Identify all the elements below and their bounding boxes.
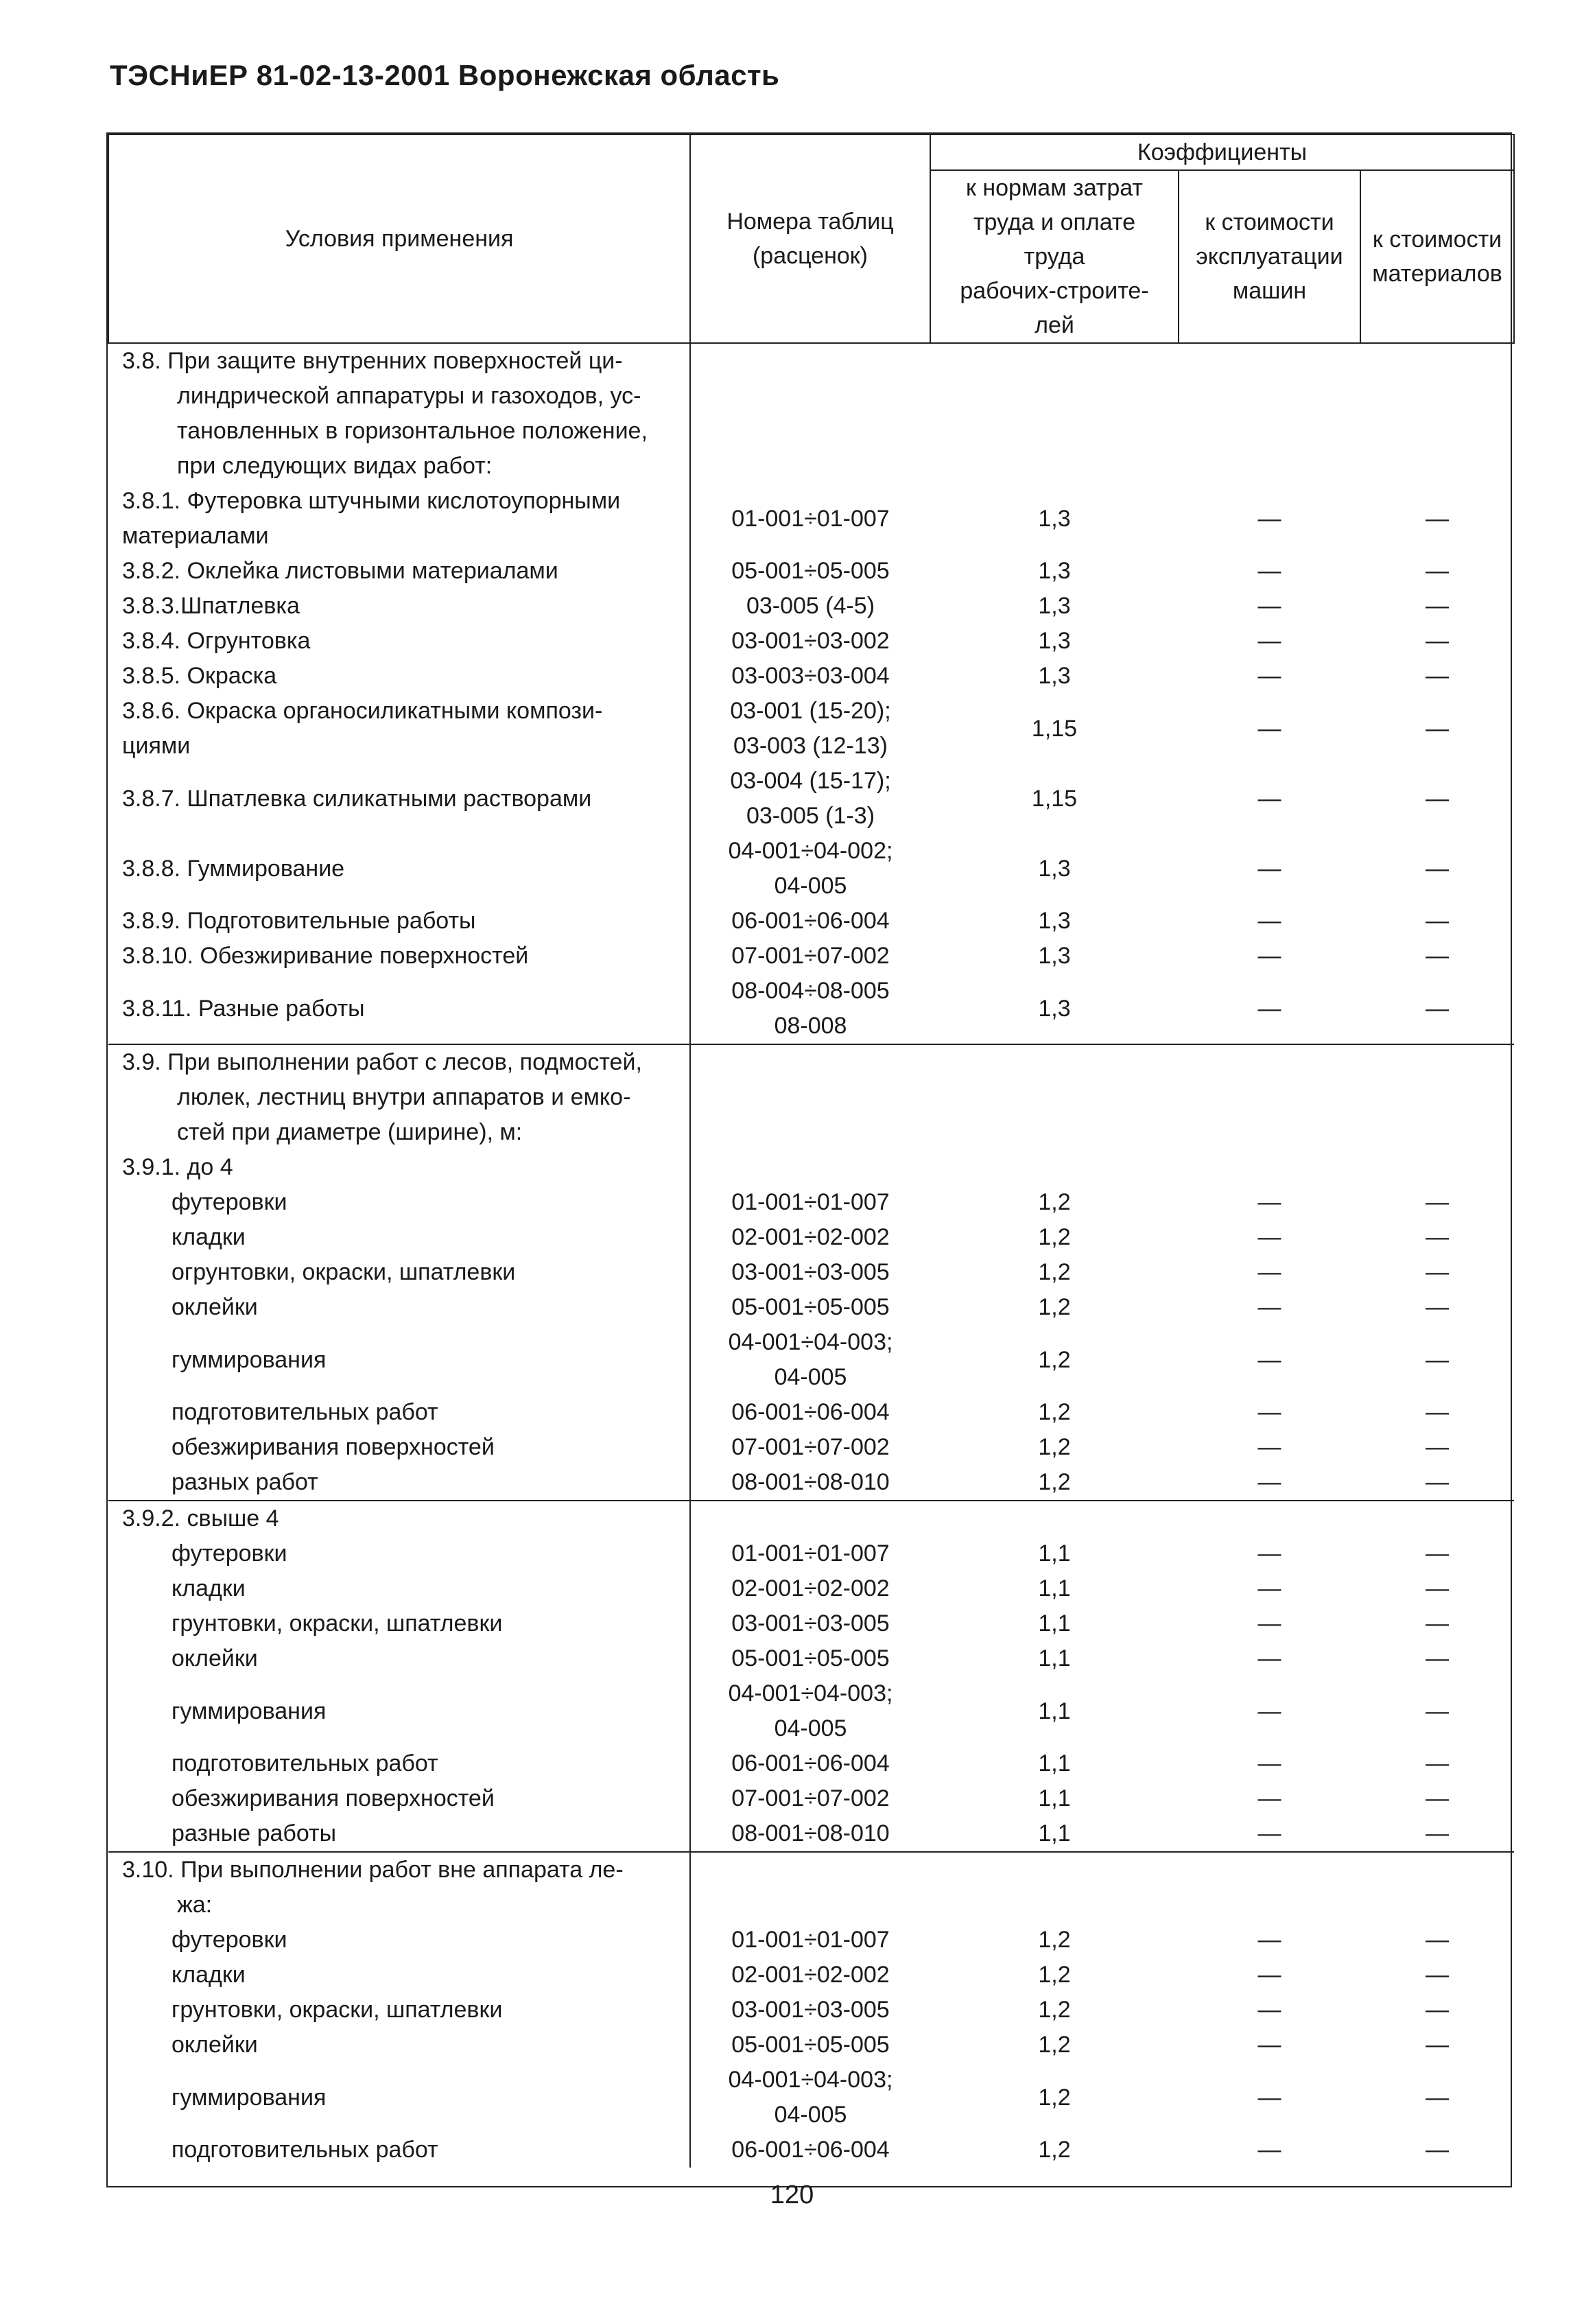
table-number-cell: 05-001÷05-005 bbox=[731, 1645, 890, 1671]
condition-cell: 3.8.9. Подготовительные работы bbox=[108, 904, 690, 939]
condition-cell: огрунтовки, окраски, шпатлевки bbox=[108, 1255, 690, 1290]
table-row bbox=[108, 1220, 1514, 1255]
machines-coefficient-cell: — bbox=[1257, 1540, 1281, 1566]
labor-coefficient-cell: 1,2 bbox=[1038, 1189, 1071, 1215]
table-number-cell: 05-001÷05-005 bbox=[731, 558, 890, 584]
labor-coefficient-cell bbox=[930, 449, 1179, 484]
table-row bbox=[108, 1465, 1514, 1501]
condition-cell: 3.9.2. свыше 4 bbox=[108, 1501, 690, 1536]
machines-coefficient-cell: — bbox=[1257, 715, 1281, 742]
machines-coefficient-cell: — bbox=[1257, 855, 1281, 882]
table-row bbox=[108, 1781, 1514, 1816]
labor-coefficient-cell: 1,1 bbox=[1038, 1698, 1071, 1724]
table-number-cell bbox=[690, 1852, 930, 1888]
labor-coefficient-cell: 1,2 bbox=[1038, 1962, 1071, 1988]
machines-coefficient-cell: — bbox=[1257, 1346, 1281, 1373]
machines-coefficient-cell: — bbox=[1257, 1189, 1281, 1215]
table-number-cell: 07-001÷07-002 bbox=[731, 943, 890, 969]
materials-coefficient-cell: — bbox=[1426, 558, 1450, 584]
header-machines-coefficient: к стоимости эксплуатации машин bbox=[1179, 170, 1360, 343]
labor-coefficient-cell bbox=[930, 414, 1179, 449]
labor-coefficient-cell: 1,2 bbox=[1038, 1469, 1071, 1495]
materials-coefficient-cell: — bbox=[1426, 1750, 1450, 1776]
labor-coefficient-cell bbox=[930, 1080, 1179, 1115]
machines-coefficient-cell bbox=[1179, 343, 1360, 379]
table-row bbox=[108, 764, 1514, 834]
table-row bbox=[108, 974, 1514, 1044]
machines-coefficient-cell: — bbox=[1257, 1224, 1281, 1250]
labor-coefficient-cell: 1,2 bbox=[1038, 1259, 1071, 1285]
machines-coefficient-cell: — bbox=[1257, 1645, 1281, 1671]
table-row bbox=[108, 834, 1514, 904]
condition-cell: 3.8.7. Шпатлевка силикатными растворами bbox=[108, 764, 690, 834]
condition-cell: оклейки bbox=[108, 1641, 690, 1676]
labor-coefficient-cell bbox=[930, 1115, 1179, 1150]
labor-coefficient-cell: 1,2 bbox=[1038, 1434, 1071, 1460]
table-number-cell: 06-001÷06-004 bbox=[731, 2137, 890, 2163]
condition-cell: гуммирования bbox=[108, 1325, 690, 1395]
materials-coefficient-cell bbox=[1360, 379, 1514, 414]
condition-cell: 3.8.5. Окраска bbox=[108, 659, 690, 694]
materials-coefficient-cell: — bbox=[1426, 908, 1450, 934]
machines-coefficient-cell: — bbox=[1257, 1434, 1281, 1460]
table-row bbox=[108, 1852, 1514, 1888]
machines-coefficient-cell bbox=[1179, 1852, 1360, 1888]
labor-coefficient-cell: 1,1 bbox=[1038, 1610, 1071, 1636]
table-number-cell: 05-001÷05-005 bbox=[731, 2032, 890, 2058]
machines-coefficient-cell: — bbox=[1257, 1750, 1281, 1776]
machines-coefficient-cell: — bbox=[1257, 628, 1281, 654]
machines-coefficient-cell: — bbox=[1257, 505, 1281, 532]
materials-coefficient-cell: — bbox=[1426, 593, 1450, 619]
labor-coefficient-cell: 1,1 bbox=[1038, 1540, 1071, 1566]
coefficients-table bbox=[108, 134, 1515, 2168]
labor-coefficient-cell: 1,2 bbox=[1038, 2137, 1071, 2163]
header-materials-coefficient: к стоимости материалов bbox=[1360, 170, 1514, 343]
table-number-cell: 01-001÷01-007 bbox=[731, 1189, 890, 1215]
materials-coefficient-cell bbox=[1360, 1115, 1514, 1150]
materials-coefficient-cell: — bbox=[1426, 1820, 1450, 1846]
materials-coefficient-cell: — bbox=[1426, 855, 1450, 882]
materials-coefficient-cell bbox=[1360, 1080, 1514, 1115]
machines-coefficient-cell bbox=[1179, 449, 1360, 484]
machines-coefficient-cell: — bbox=[1257, 1294, 1281, 1320]
table-number-cell bbox=[690, 379, 930, 414]
page-title: ТЭСНиЕР 81-02-13-2001 Воронежская область bbox=[110, 59, 780, 91]
table-number-cell bbox=[690, 449, 930, 484]
table-number-cell: 02-001÷02-002 bbox=[731, 1224, 890, 1250]
condition-cell: 3.8.8. Гуммирование bbox=[108, 834, 690, 904]
table-row bbox=[108, 1641, 1514, 1676]
condition-cell: кладки bbox=[108, 1958, 690, 1993]
condition-cell: линдрической аппаратуры и газоходов, ус- bbox=[108, 379, 690, 414]
materials-coefficient-cell: — bbox=[1426, 1259, 1450, 1285]
materials-coefficient-cell: — bbox=[1426, 1399, 1450, 1425]
table-number-cell: 06-001÷06-004 bbox=[731, 1399, 890, 1425]
machines-coefficient-cell: — bbox=[1257, 995, 1281, 1022]
machines-coefficient-cell: — bbox=[1257, 1698, 1281, 1724]
header-conditions: Условия применения bbox=[108, 134, 690, 343]
labor-coefficient-cell bbox=[930, 1852, 1179, 1888]
table-row bbox=[108, 939, 1514, 974]
labor-coefficient-cell bbox=[930, 1044, 1179, 1080]
table-row bbox=[108, 1325, 1514, 1395]
table-number-cell: 04-001÷04-003; 04-005 bbox=[728, 2067, 893, 2128]
materials-coefficient-cell: — bbox=[1426, 995, 1450, 1022]
condition-cell: 3.9. При выполнении работ с лесов, подмостей, bbox=[108, 1044, 690, 1080]
table-number-cell: 08-004÷08-005 08-008 bbox=[731, 978, 890, 1039]
labor-coefficient-cell: 1,1 bbox=[1038, 1645, 1071, 1671]
table-number-cell: 04-001÷04-002; 04-005 bbox=[728, 838, 893, 899]
labor-coefficient-cell: 1,2 bbox=[1038, 1224, 1071, 1250]
condition-cell: 3.8. При защите внутренних поверхностей ци- bbox=[108, 343, 690, 379]
condition-cell: 3.8.11. Разные работы bbox=[108, 974, 690, 1044]
table-row bbox=[108, 2028, 1514, 2063]
condition-cell: обезжиривания поверхностей bbox=[108, 1430, 690, 1465]
materials-coefficient-cell: — bbox=[1426, 1962, 1450, 1988]
condition-cell: гуммирования bbox=[108, 1676, 690, 1746]
machines-coefficient-cell: — bbox=[1257, 558, 1281, 584]
machines-coefficient-cell: — bbox=[1257, 785, 1281, 812]
condition-cell: разные работы bbox=[108, 1816, 690, 1852]
condition-cell: 3.8.2. Оклейка листовыми материалами bbox=[108, 554, 690, 589]
condition-cell: 3.8.1. Футеровка штучными кислотоупорными материалами bbox=[108, 484, 690, 554]
machines-coefficient-cell: — bbox=[1257, 908, 1281, 934]
table-number-cell: 01-001÷01-007 bbox=[731, 1927, 890, 1953]
table-number-cell: 01-001÷01-007 bbox=[731, 1540, 890, 1566]
table-number-cell: 08-001÷08-010 bbox=[731, 1820, 890, 1846]
materials-coefficient-cell bbox=[1360, 1150, 1514, 1185]
materials-coefficient-cell: — bbox=[1426, 1698, 1450, 1724]
labor-coefficient-cell: 1,3 bbox=[1038, 995, 1071, 1022]
machines-coefficient-cell: — bbox=[1257, 1997, 1281, 2023]
condition-cell: стей при диаметре (ширине), м: bbox=[108, 1115, 690, 1150]
machines-coefficient-cell: — bbox=[1257, 663, 1281, 689]
labor-coefficient-cell: 1,1 bbox=[1038, 1820, 1071, 1846]
table-row bbox=[108, 1536, 1514, 1571]
table-number-cell bbox=[690, 1115, 930, 1150]
table-number-cell: 08-001÷08-010 bbox=[731, 1469, 890, 1495]
labor-coefficient-cell: 1,1 bbox=[1038, 1575, 1071, 1601]
condition-cell: подготовительных работ bbox=[108, 1746, 690, 1781]
machines-coefficient-cell: — bbox=[1257, 593, 1281, 619]
table-number-cell: 03-003÷03-004 bbox=[731, 663, 890, 689]
table-row bbox=[108, 1676, 1514, 1746]
machines-coefficient-cell bbox=[1179, 1888, 1360, 1923]
labor-coefficient-cell: 1,1 bbox=[1038, 1785, 1071, 1811]
table-row bbox=[108, 449, 1514, 484]
materials-coefficient-cell: — bbox=[1426, 1575, 1450, 1601]
materials-coefficient-cell bbox=[1360, 1852, 1514, 1888]
machines-coefficient-cell: — bbox=[1257, 1469, 1281, 1495]
labor-coefficient-cell bbox=[930, 1888, 1179, 1923]
materials-coefficient-cell bbox=[1360, 449, 1514, 484]
materials-coefficient-cell: — bbox=[1426, 1434, 1450, 1460]
materials-coefficient-cell: — bbox=[1426, 1997, 1450, 2023]
machines-coefficient-cell bbox=[1179, 1150, 1360, 1185]
materials-coefficient-cell: — bbox=[1426, 2032, 1450, 2058]
condition-cell: разных работ bbox=[108, 1465, 690, 1501]
machines-coefficient-cell: — bbox=[1257, 1962, 1281, 1988]
materials-coefficient-cell: — bbox=[1426, 1224, 1450, 1250]
condition-cell: грунтовки, окраски, шпатлевки bbox=[108, 1993, 690, 2028]
table-row bbox=[108, 1150, 1514, 1185]
condition-cell: 3.9.1. до 4 bbox=[108, 1150, 690, 1185]
table-header bbox=[108, 134, 1514, 343]
condition-cell: при следующих видах работ: bbox=[108, 449, 690, 484]
materials-coefficient-cell: — bbox=[1426, 943, 1450, 969]
materials-coefficient-cell: — bbox=[1426, 1346, 1450, 1373]
labor-coefficient-cell: 1,3 bbox=[1038, 505, 1071, 532]
condition-cell: футеровки bbox=[108, 1536, 690, 1571]
table-row bbox=[108, 904, 1514, 939]
header-table-numbers: Номера таблиц (расценок) bbox=[690, 134, 930, 343]
table-number-cell: 04-001÷04-003; 04-005 bbox=[728, 1680, 893, 1741]
condition-cell: подготовительных работ bbox=[108, 1395, 690, 1430]
materials-coefficient-cell: — bbox=[1426, 663, 1450, 689]
table-row bbox=[108, 1115, 1514, 1150]
table-row bbox=[108, 414, 1514, 449]
table-row bbox=[108, 1816, 1514, 1852]
labor-coefficient-cell bbox=[930, 1150, 1179, 1185]
table-row bbox=[108, 1888, 1514, 1923]
table-number-cell bbox=[690, 1501, 930, 1536]
machines-coefficient-cell: — bbox=[1257, 1399, 1281, 1425]
table-number-cell bbox=[690, 343, 930, 379]
table-number-cell: 07-001÷07-002 bbox=[731, 1434, 890, 1460]
materials-coefficient-cell bbox=[1360, 343, 1514, 379]
table-row bbox=[108, 1746, 1514, 1781]
materials-coefficient-cell: — bbox=[1426, 2137, 1450, 2163]
table-number-cell: 01-001÷01-007 bbox=[731, 505, 890, 532]
table-body bbox=[108, 343, 1514, 2168]
materials-coefficient-cell: — bbox=[1426, 1469, 1450, 1495]
table-number-cell bbox=[690, 414, 930, 449]
condition-cell: грунтовки, окраски, шпатлевки bbox=[108, 1606, 690, 1641]
machines-coefficient-cell: — bbox=[1257, 1927, 1281, 1953]
condition-cell: оклейки bbox=[108, 2028, 690, 2063]
condition-cell: 3.8.6. Окраска органосиликатными компози- циями bbox=[108, 694, 690, 764]
labor-coefficient-cell: 1,3 bbox=[1038, 908, 1071, 934]
materials-coefficient-cell: — bbox=[1426, 785, 1450, 812]
table-number-cell: 03-001 (15-20); 03-003 (12-13) bbox=[730, 698, 891, 759]
condition-cell: оклейки bbox=[108, 1290, 690, 1325]
table-row bbox=[108, 1185, 1514, 1220]
labor-coefficient-cell: 1,3 bbox=[1038, 943, 1071, 969]
labor-coefficient-cell: 1,3 bbox=[1038, 593, 1071, 619]
machines-coefficient-cell: — bbox=[1257, 1785, 1281, 1811]
condition-cell: жа: bbox=[108, 1888, 690, 1923]
labor-coefficient-cell: 1,3 bbox=[1038, 855, 1071, 882]
labor-coefficient-cell: 1,2 bbox=[1038, 1997, 1071, 2023]
materials-coefficient-cell: — bbox=[1426, 1610, 1450, 1636]
machines-coefficient-cell: — bbox=[1257, 2137, 1281, 2163]
labor-coefficient-cell: 1,2 bbox=[1038, 2084, 1071, 2111]
materials-coefficient-cell: — bbox=[1426, 628, 1450, 654]
table-row bbox=[108, 1044, 1514, 1080]
materials-coefficient-cell bbox=[1360, 414, 1514, 449]
condition-cell: тановленных в горизонтальное положение, bbox=[108, 414, 690, 449]
labor-coefficient-cell: 1,3 bbox=[1038, 558, 1071, 584]
condition-cell: кладки bbox=[108, 1571, 690, 1606]
materials-coefficient-cell: — bbox=[1426, 505, 1450, 532]
table-number-cell: 03-001÷03-005 bbox=[731, 1997, 890, 2023]
labor-coefficient-cell bbox=[930, 343, 1179, 379]
table-row bbox=[108, 659, 1514, 694]
header-coefficients: Коэффициенты bbox=[930, 134, 1514, 170]
table-row bbox=[108, 343, 1514, 379]
machines-coefficient-cell bbox=[1179, 414, 1360, 449]
materials-coefficient-cell bbox=[1360, 1044, 1514, 1080]
materials-coefficient-cell: — bbox=[1426, 1540, 1450, 1566]
materials-coefficient-cell: — bbox=[1426, 1785, 1450, 1811]
machines-coefficient-cell: — bbox=[1257, 1820, 1281, 1846]
table-number-cell bbox=[690, 1080, 930, 1115]
table-number-cell bbox=[690, 1044, 930, 1080]
condition-cell: футеровки bbox=[108, 1185, 690, 1220]
materials-coefficient-cell: — bbox=[1426, 1645, 1450, 1671]
machines-coefficient-cell: — bbox=[1257, 1259, 1281, 1285]
machines-coefficient-cell bbox=[1179, 1501, 1360, 1536]
labor-coefficient-cell bbox=[930, 1501, 1179, 1536]
labor-coefficient-cell bbox=[930, 379, 1179, 414]
labor-coefficient-cell: 1,1 bbox=[1038, 1750, 1071, 1776]
table-row bbox=[108, 1290, 1514, 1325]
labor-coefficient-cell: 1,2 bbox=[1038, 1294, 1071, 1320]
table-row bbox=[108, 694, 1514, 764]
materials-coefficient-cell: — bbox=[1426, 1927, 1450, 1953]
table-row bbox=[108, 379, 1514, 414]
machines-coefficient-cell bbox=[1179, 1115, 1360, 1150]
table-row bbox=[108, 2063, 1514, 2133]
table-row bbox=[108, 1606, 1514, 1641]
labor-coefficient-cell: 1,2 bbox=[1038, 1927, 1071, 1953]
table-number-cell bbox=[690, 1888, 930, 1923]
table-number-cell: 05-001÷05-005 bbox=[731, 1294, 890, 1320]
table-number-cell: 03-001÷03-005 bbox=[731, 1259, 890, 1285]
condition-cell: подготовительных работ bbox=[108, 2133, 690, 2168]
machines-coefficient-cell: — bbox=[1257, 2084, 1281, 2111]
table-row bbox=[108, 589, 1514, 624]
machines-coefficient-cell bbox=[1179, 379, 1360, 414]
machines-coefficient-cell: — bbox=[1257, 1610, 1281, 1636]
machines-coefficient-cell bbox=[1179, 1044, 1360, 1080]
materials-coefficient-cell: — bbox=[1426, 1294, 1450, 1320]
machines-coefficient-cell: — bbox=[1257, 1575, 1281, 1601]
table-row bbox=[108, 554, 1514, 589]
condition-cell: 3.8.3.Шпатлевка bbox=[108, 589, 690, 624]
condition-cell: люлек, лестниц внутри аппаратов и емко- bbox=[108, 1080, 690, 1115]
table-row bbox=[108, 1430, 1514, 1465]
materials-coefficient-cell: — bbox=[1426, 2084, 1450, 2111]
table-row bbox=[108, 1993, 1514, 2028]
machines-coefficient-cell: — bbox=[1257, 943, 1281, 969]
materials-coefficient-cell: — bbox=[1426, 1189, 1450, 1215]
table-row bbox=[108, 1080, 1514, 1115]
condition-cell: 3.8.4. Огрунтовка bbox=[108, 624, 690, 659]
table-number-cell: 04-001÷04-003; 04-005 bbox=[728, 1329, 893, 1390]
table-row bbox=[108, 484, 1514, 554]
page-number: 120 bbox=[770, 2181, 814, 2209]
labor-coefficient-cell: 1,3 bbox=[1038, 663, 1071, 689]
labor-coefficient-cell: 1,3 bbox=[1038, 628, 1071, 654]
materials-coefficient-cell: — bbox=[1426, 715, 1450, 742]
labor-coefficient-cell: 1,2 bbox=[1038, 2032, 1071, 2058]
table-number-cell: 07-001÷07-002 bbox=[731, 1785, 890, 1811]
condition-cell: футеровки bbox=[108, 1923, 690, 1958]
condition-cell: гуммирования bbox=[108, 2063, 690, 2133]
header-labor-coefficient: к нормам затрат труда и оплате труда рабочих-строите- лей bbox=[930, 170, 1179, 343]
table-number-cell: 03-001÷03-002 bbox=[731, 628, 890, 654]
table-row bbox=[108, 2133, 1514, 2168]
table-number-cell: 03-005 (4-5) bbox=[746, 593, 875, 619]
labor-coefficient-cell: 1,2 bbox=[1038, 1346, 1071, 1373]
table-row bbox=[108, 1958, 1514, 1993]
table-number-cell: 03-001÷03-005 bbox=[731, 1610, 890, 1636]
table-number-cell: 02-001÷02-002 bbox=[731, 1962, 890, 1988]
machines-coefficient-cell bbox=[1179, 1080, 1360, 1115]
labor-coefficient-cell: 1,2 bbox=[1038, 1399, 1071, 1425]
table-number-cell: 06-001÷06-004 bbox=[731, 1750, 890, 1776]
table-number-cell bbox=[690, 1150, 930, 1185]
materials-coefficient-cell bbox=[1360, 1501, 1514, 1536]
table-number-cell: 06-001÷06-004 bbox=[731, 908, 890, 934]
table-row bbox=[108, 1501, 1514, 1536]
table-row bbox=[108, 624, 1514, 659]
table-number-cell: 02-001÷02-002 bbox=[731, 1575, 890, 1601]
materials-coefficient-cell bbox=[1360, 1888, 1514, 1923]
table-row bbox=[108, 1255, 1514, 1290]
table-number-cell: 03-004 (15-17); 03-005 (1-3) bbox=[730, 768, 891, 829]
table-row bbox=[108, 1571, 1514, 1606]
condition-cell: 3.8.10. Обезжиривание поверхностей bbox=[108, 939, 690, 974]
coefficients-table-frame bbox=[106, 132, 1512, 2187]
labor-coefficient-cell: 1,15 bbox=[1031, 785, 1078, 812]
condition-cell: обезжиривания поверхностей bbox=[108, 1781, 690, 1816]
table-row bbox=[108, 1395, 1514, 1430]
machines-coefficient-cell: — bbox=[1257, 2032, 1281, 2058]
condition-cell: 3.10. При выполнении работ вне аппарата ле- bbox=[108, 1852, 690, 1888]
condition-cell: кладки bbox=[108, 1220, 690, 1255]
table-row bbox=[108, 1923, 1514, 1958]
labor-coefficient-cell: 1,15 bbox=[1031, 715, 1078, 742]
